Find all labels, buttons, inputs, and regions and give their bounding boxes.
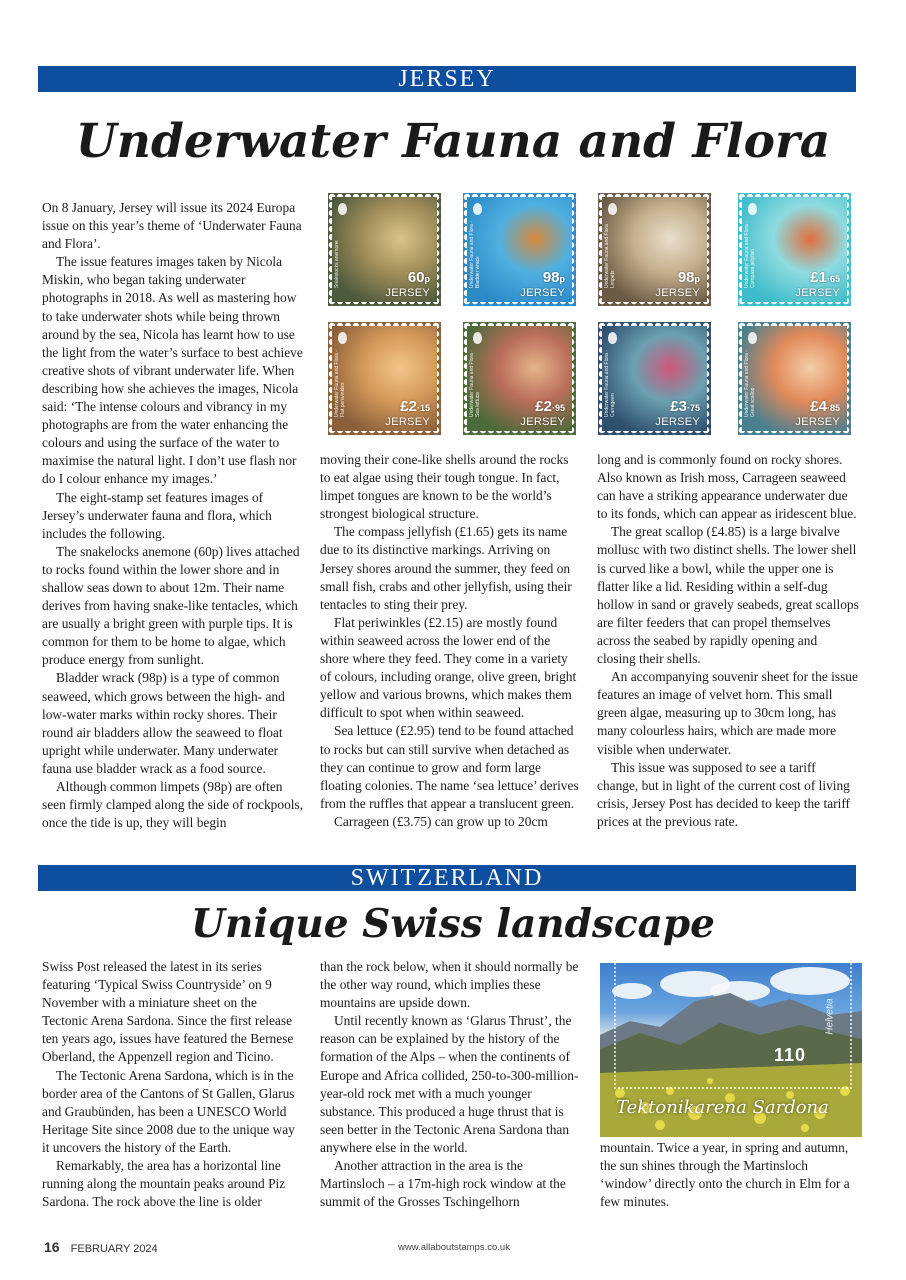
section-banner-switzerland: SWITZERLAND [38,865,856,891]
paragraph: Bladder wrack (98p) is a type of common seaweed, which grows between the high- and low-water marks within rocky shores. Their round air bladders allow the seaweed to float upright while underwater. Many underwater fauna use bladder wrack as a food source. [42,670,285,776]
stamp-country: JERSEY [795,416,840,428]
section-banner-jersey: JERSEY [38,66,856,92]
stamp-country: JERSEY [795,287,840,299]
switzerland-column-1 [42,958,304,1211]
website-url: www.allaboutstamps.co.uk [398,1242,510,1253]
royal-cameo-icon [748,203,757,215]
paragraph: Carrageen (£3.75) can grow up to 20cm [334,813,548,829]
stamp-value: £2·95 [535,398,565,415]
paragraph: than the rock below, when it should normally be the other way round, which implies these mountains are upside down. [320,959,579,1011]
paragraph: Flat periwinkles (£2.15) are mostly found within seaweed across the lower end of the shore where they feed. They come in a variety of colours, including orange, olive green, bright yellow and various browns, which makes them difficult to spot when within seaweed. [320,614,577,721]
switzerland-column-2 [320,958,582,1211]
stamp [738,322,851,435]
stamp [328,193,441,306]
stamp-side-text: Underwater Fauna and Flora · Carrageen [604,350,616,417]
stamp-side-text: Underwater Fauna and Flora · Sea lettuce [469,350,481,417]
royal-cameo-icon [608,332,617,344]
royal-cameo-icon [338,332,347,344]
stamp-country: JERSEY [655,287,700,299]
switzerland-headline: Unique Swiss landscape [190,901,715,947]
jersey-column-3 [597,451,859,831]
stamp [463,322,576,435]
stamp-side-text: Underwater Fauna and Flora · Flat periwinkles [334,350,346,417]
stamp-country: JERSEY [520,416,565,428]
paragraph: long and is commonly found on rocky shores. Also known as Irish moss, Carrageen seaweed can have a striking appearance underwater due to its fonds, which can appear as iridescent blue. [597,452,857,522]
stamp-value: £3·75 [670,398,700,415]
paragraph: This issue was supposed to see a tariff change, but in light of the current cost of living crisis, Jersey Post has decided to keep the tariff prices at the previous rate. [597,759,850,829]
stamp-value: 60p [407,269,430,286]
issue-date: FEBRUARY 2024 [70,1243,158,1255]
royal-cameo-icon [473,203,482,215]
sheet-country: Helvetia [824,998,836,1035]
stamp-value: 98p [542,269,565,286]
paragraph: An accompanying souvenir sheet for the issue features an image of velvet horn. This small green algae, measuring up to 30cm long, has many colourless hairs, which are made more visible when underwater. [597,669,858,757]
stamp-value: 98p [677,269,700,286]
stamp-side-text: Underwater Fauna and Flora · Great scallop [744,350,756,417]
stamp-side-text: Snakelocks anemone [334,240,340,288]
stamp-country: JERSEY [385,287,430,299]
stamp-value: £1·65 [810,269,840,286]
jersey-column-1 [42,199,304,832]
stamp-country: JERSEY [655,416,700,428]
souvenir-sheet-image [600,963,862,1137]
page-footer [44,1239,158,1255]
paragraph: The issue features images taken by Nicola Miskin, who began taking underwater photographs in 2018. As well as mastering how to take underwater shots while being thrown around by the sea, Nicola has learnt how to use the light from the water’s surface to best achieve creative shots of vibrant underwater life. When describing how she achieves the images, Nicola said: ‘The intense colours and vibrancy in my photographs are from the water enhancing the colours and using the surface of the water to maximise the natural light. I don’t use flash nor do I colour enhance my images.’ [42,254,303,487]
paragraph: The eight-stamp set features images of Jersey’s underwater fauna and flora, which includes the following. [42,489,272,541]
paragraph: moving their cone-like shells around the rocks to eat algae using their tough tongue. In fact, limpet tongues are known to be the world’s strongest biological structure. [320,452,569,522]
stamp-country: JERSEY [520,287,565,299]
royal-cameo-icon [608,203,617,215]
paragraph: Sea lettuce (£2.95) tend to be found attached to rocks but can still survive when detached as they can continue to grow and form large floating colonies. The name ‘sea lettuce’ derives from the ruffles that appear a translucent green. [320,723,579,811]
royal-cameo-icon [473,332,482,344]
paragraph: Until recently known as ‘Glarus Thrust’, the reason can be explained by the history of the formation of the Alps – when the continents of Europe and Africa collided, 250-to-300-million-year-old rock met with a much younger substance. This produced a huge thrust that is seen better in the Tectonic Arena Sardona than anywhere else in the world. [320,1013,579,1155]
stamp-side-text: Underwater Fauna and Flora · Compass jellyfish [744,221,756,288]
stamp [598,322,711,435]
paragraph: The compass jellyfish (£1.65) gets its name due to its distinctive markings. Arriving on Jersey shores around the summer, they feed on small fish, crabs and other jellyfish, using their tentacles to sting their prey. [320,524,572,612]
stamp-value: £4·85 [810,398,840,415]
paragraph: Another attraction in the area is the Martinsloch – a 17m-high rock window at the summit of the Grosses Tschingelhorn [320,1158,566,1210]
paragraph: The snakelocks anemone (60p) lives attached to rocks found within the lower shore and in shallow seas down to about 12m. Their name derives from having snake-like tentacles, which are usually a bright green with purple tips. It is common for them to be home to algae, which produce energy from sunlight. [42,543,300,668]
sheet-value: 110 [774,1045,807,1065]
stamp-country: JERSEY [385,416,430,428]
page-number: 16 [44,1239,60,1255]
sheet-caption: Tektonikarena Sardona [616,1097,829,1118]
stamp-side-text: Underwater Fauna and Flora · Limpets [604,221,616,288]
paragraph: The Tectonic Arena Sardona, which is in the border area of the Cantons of St Gallen, Glarus and Graubünden, has been a UNESCO World Heritage Site since 2008 due to the unique way it uncovers the history of the Earth. [42,1067,295,1155]
paragraph: mountain. Twice a year, in spring and autumn, the sun shines through the Martinsloch ‘window’ directly onto the church in Elm for a few minutes. [600,1140,850,1210]
royal-cameo-icon [748,332,757,344]
stamp-side-text: Underwater Fauna and Flora · Bladder wrack [469,221,481,288]
stamp [598,193,711,306]
royal-cameo-icon [338,203,347,215]
switzerland-column-3 [600,1139,862,1211]
paragraph: The great scallop (£4.85) is a large bivalve mollusc with two distinct shells. The lower shell is curved like a bowl, while the upper one is flatter like a lid. Residing within a self-dug hollow in sand or gravely seabeds, great scallops are filter feeders that can propel themselves across the seabed by rapidly opening and closing their shells. [597,524,859,667]
paragraph: Although common limpets (98p) are often seen firmly clamped along the side of rockpools, once the tide is up, they will begin [42,779,304,831]
paragraph: Remarkably, the area has a horizontal line running along the mountain peaks around Piz Sardona. The rock above the line is older [42,1158,286,1210]
jersey-headline: Underwater Fauna and Flora [75,114,831,169]
stamp-value: £2·15 [400,398,430,415]
paragraph: On 8 January, Jersey will issue its 2024 Europa issue on this year’s theme of ‘Underwater Fauna and Flora’. [42,200,302,252]
stamp [328,322,441,435]
paragraph: Swiss Post released the latest in its series featuring ‘Typical Swiss Countryside’ on 9 November with a miniature sheet on the Tectonic Arena Sardona. Since the first release ten years ago, issues have featured the Bernese Oberland, the Appenzell region and Ticino. [42,959,294,1065]
stamp [738,193,851,306]
stamp [463,193,576,306]
jersey-column-2 [320,451,582,831]
